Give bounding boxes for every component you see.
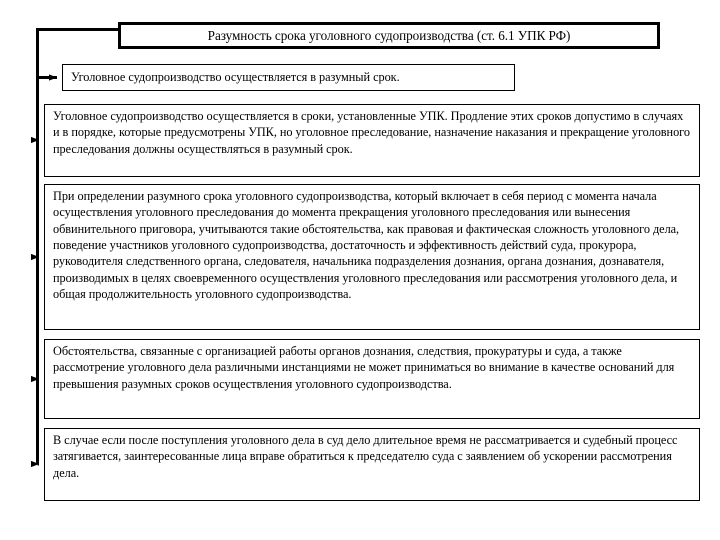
node-box-5 <box>44 428 700 501</box>
node-title-box <box>118 22 660 49</box>
node-box-3 <box>44 184 700 330</box>
node-label-4: Обстоятельства, связанные с организацией работы органов дознания, следствия, прокуратуры и суда, а также рассмотрение уголовного дела различными инстанциями не может приниматься во внимание в качестве оснований для превышения разумных сроков осуществления уголовного судопроизводства. <box>53 344 675 391</box>
node-label-3: При определении разумного срока уголовного судопроизводства, который включает в себя период с момента начала осуществления уголовного преследования до момента прекращения уголовного преследования или вынесения обвинительного приговора, учитываются такие обстоятельства, как правовая и фактическая сложность уголовного дела, поведение участников уголовного судопроизводства, достаточность и эффективность действий суда, прокурора, руководителя следственного органа, следователя, начальника подразделения дознания, органа дознания, дознавателя, производимых в целях своевременного осуществления уголовного преследования или рассмотрения уголовного дела, и общая продолжительность уголовного судопроизводства. <box>53 189 680 302</box>
node-label-2: Уголовное судопроизводство осуществляется в сроки, установленные УПК. Продление этих сроков допустимо в случаях и в порядке, которые предусмотрены УПК, но уголовное преследование, назначение наказания и прекращение уголовного преследования должны осуществляться в разумный срок. <box>53 109 690 156</box>
node-label-1: Уголовное судопроизводство осуществляется в разумный срок. <box>71 70 400 84</box>
node-box-2 <box>44 104 700 177</box>
node-label-5: В случае если после поступления уголовного дела в суд дело длительное время не рассматривается и судебный процесс затягивается, заинтересованные лица вправе обратиться к председателю суда с заявлением об ускорении рассмотрения дела. <box>53 433 678 480</box>
node-title-label: Разумность срока уголовного судопроизводства (ст. 6.1 УПК РФ) <box>207 28 571 43</box>
node-box-4 <box>44 339 700 419</box>
node-box-1 <box>62 64 515 91</box>
